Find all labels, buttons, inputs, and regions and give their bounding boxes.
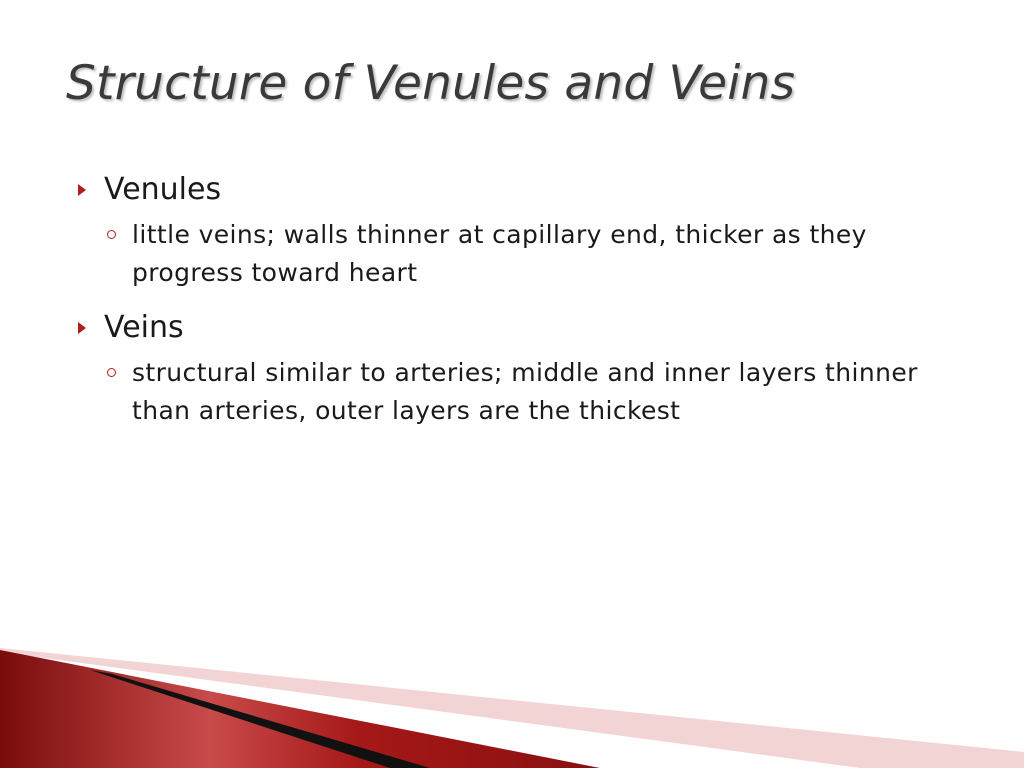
triangle-bullet-icon — [78, 322, 86, 334]
sub-bullet-text: structural similar to arteries; middle and inner layers thinner than arteries, outer layers are the thickest — [132, 358, 918, 425]
bullet-label: Venules — [104, 172, 222, 207]
bullet-venules — [74, 168, 974, 212]
bullet-label: Veins — [104, 310, 184, 345]
sub-bullet-venules — [74, 216, 974, 292]
circle-bullet-icon — [107, 368, 116, 377]
triangle-bullet-icon — [78, 184, 86, 196]
circle-bullet-icon — [107, 230, 116, 239]
sub-bullet-text: little veins; walls thinner at capillary end, thicker as they progress toward heart — [132, 220, 867, 287]
slide-title: Structure of Venules and Veins — [66, 56, 796, 111]
bullet-veins — [74, 306, 974, 350]
decorative-swoosh — [0, 640, 1024, 768]
bullet-list — [74, 168, 974, 444]
sub-bullet-veins — [74, 354, 974, 430]
